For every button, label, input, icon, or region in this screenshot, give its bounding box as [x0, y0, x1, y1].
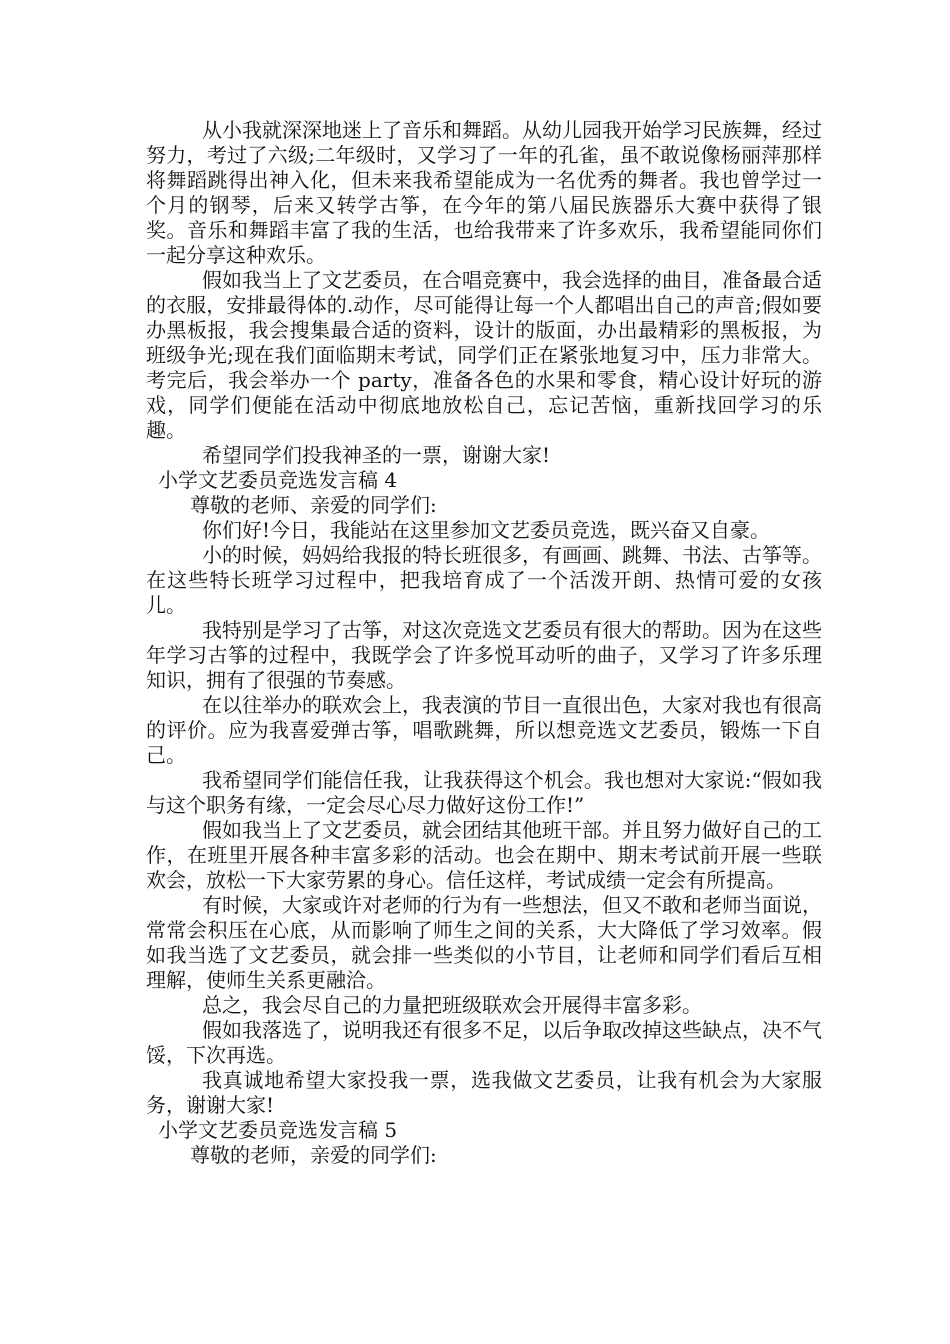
paragraph: 希望同学们投我神圣的一票，谢谢大家! [202, 443, 551, 467]
greeting: 尊敬的老师、亲爱的同学们: [190, 493, 437, 517]
greeting: 尊敬的老师，亲爱的同学们: [190, 1143, 437, 1167]
paragraph: 有时候，大家或许对老师的行为有一些想法，但又不敢和老师当面说，常常会积压在心底，从而影响了师生之间的关系，大大降低了学习效率。假如我当选了文艺委员，就会排一些类似的小节目，让老师和同学们看后互相理解，使师生关系更融洽。 [146, 893, 822, 992]
paragraph: 你们好!今日，我能站在这里参加文艺委员竞选，既兴奋又自豪。 [202, 518, 771, 542]
paragraph: 总之，我会尽自己的力量把班级联欢会开展得丰富多彩。 [202, 993, 702, 1017]
paragraph: 假如我当上了文艺委员，在合唱竞赛中，我会选择的曲目，准备最合适的衣服，安排最得体的.动作，尽可能得让每一个人都唱出自己的声音;假如要办黑板报，我会搜集最合适的资料，设计的版面，办出最精彩的黑板报，为班级争光;现在我们面临期末考试，同学们正在紧张地复习中，压力非常大。考完后，我会举办一个 party，准备各色的水果和零食，精心设计好玩的游戏，同学们便能在活动中彻底地放松自己，忘记苦恼，重新找回学习的乐趣。 [146, 268, 822, 442]
paragraph: 假如我落选了，说明我还有很多不足，以后争取改掉这些缺点，决不气馁，下次再选。 [146, 1018, 822, 1067]
paragraph: 我希望同学们能信任我，让我获得这个机会。我也想对大家说:“假如我与这个职务有缘，一定会尽心尽力做好这份工作!” [146, 768, 822, 817]
section-title: 小学文艺委员竞选发言稿 4 [158, 468, 398, 492]
section-title: 小学文艺委员竞选发言稿 5 [158, 1118, 398, 1142]
paragraph: 小的时候，妈妈给我报的特长班很多，有画画、跳舞、书法、古筝等。在这些特长班学习过程中，把我培育成了一个活泼开朗、热情可爱的女孩儿。 [146, 543, 822, 617]
paragraph: 在以往举办的联欢会上，我表演的节目一直很出色，大家对我也有很高的评价。应为我喜爱弹古筝，唱歌跳舞，所以想竞选文艺委员，锻炼一下自己。 [146, 693, 822, 767]
paragraph: 从小我就深深地迷上了音乐和舞蹈。从幼儿园我开始学习民族舞，经过努力，考过了六级;二年级时，又学习了一年的孔雀，虽不敢说像杨丽萍那样将舞蹈跳得出神入化，但未来我希望能成为一名优秀的舞者。我也曾学过一个月的钢琴，后来又转学古筝，在今年的第八届民族器乐大赛中获得了银奖。音乐和舞蹈丰富了我的生活，也给我带来了许多欢乐，我希望能同你们一起分享这种欢乐。 [146, 118, 822, 267]
paragraph: 我真诚地希望大家投我一票，选我做文艺委员，让我有机会为大家服务，谢谢大家! [146, 1068, 822, 1117]
paragraph: 假如我当上了文艺委员，就会团结其他班干部。并且努力做好自己的工作，在班里开展各种丰富多彩的活动。也会在期中、期末考试前开展一些联欢会，放松一下大家劳累的身心。信任这样，考试成绩一定会有所提高。 [146, 818, 822, 892]
document-page [146, 118, 822, 1168]
paragraph: 我特别是学习了古筝，对这次竞选文艺委员有很大的帮助。因为在这些年学习古筝的过程中，我既学会了许多悦耳动听的曲子，又学习了许多乐理知识，拥有了很强的节奏感。 [146, 618, 822, 692]
